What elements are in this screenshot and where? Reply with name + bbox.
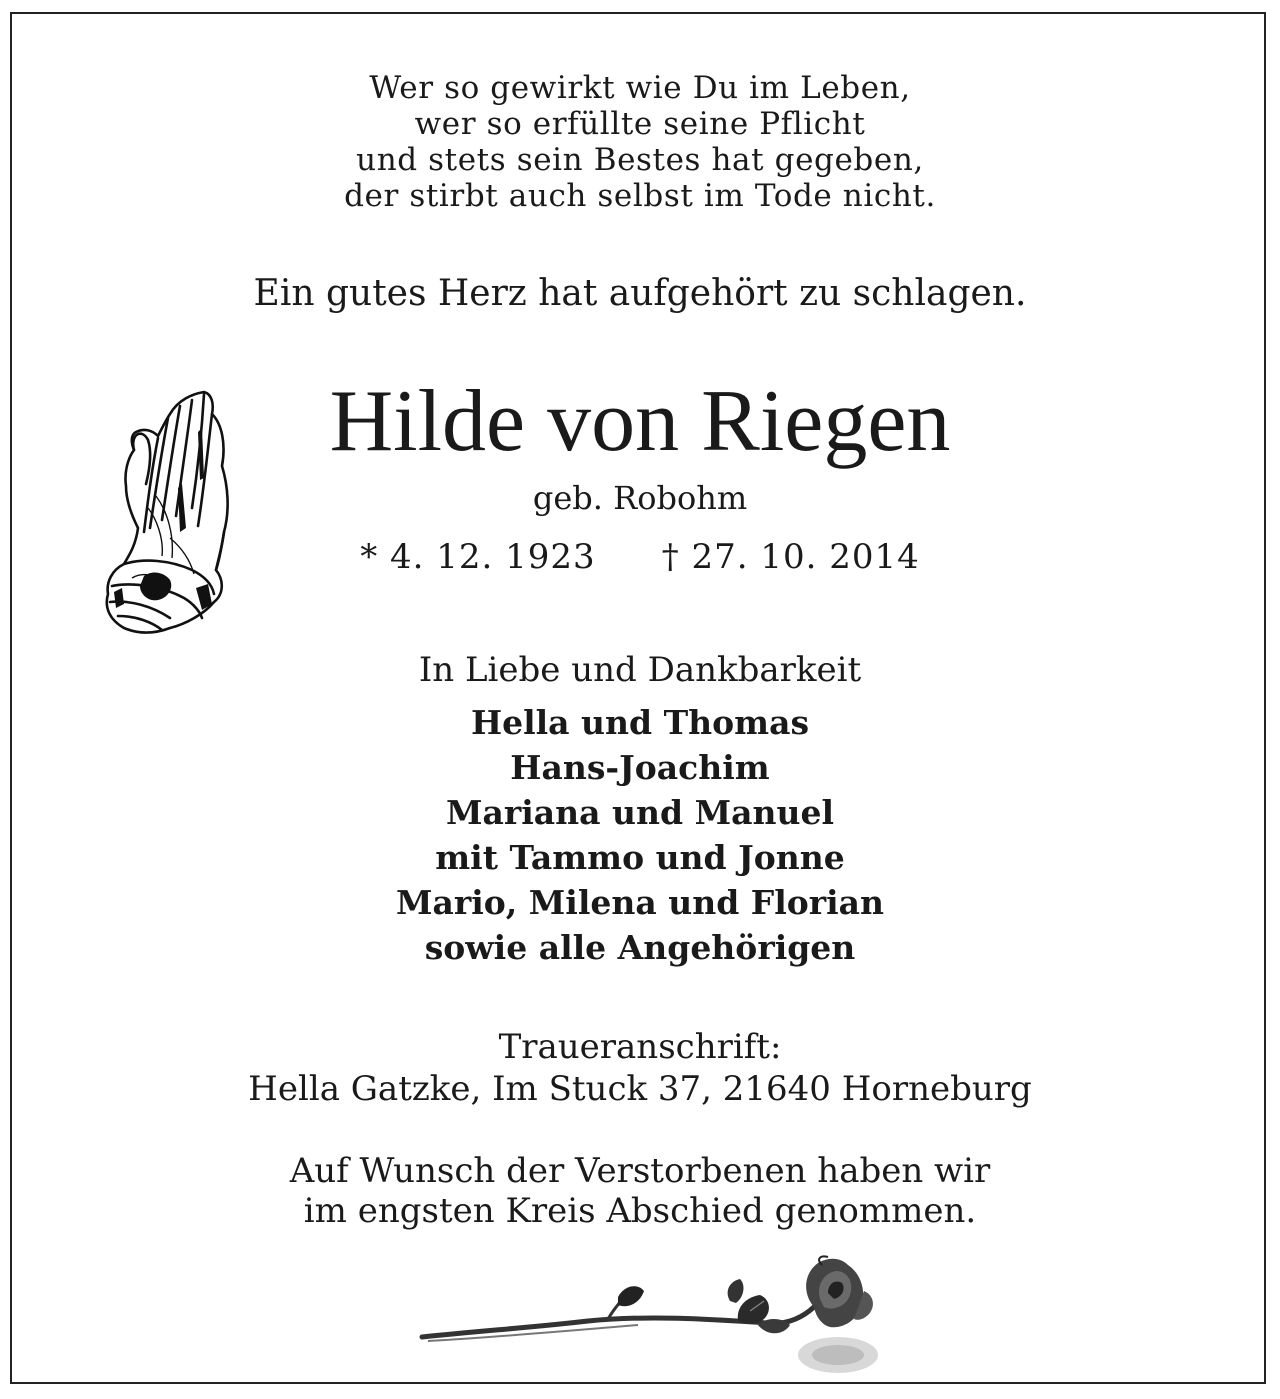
rose-icon [418,1255,888,1385]
mourning-address [0,1026,1280,1110]
maiden-name: geb. Robohm [532,479,748,517]
death-date: † 27. 10. 2014 [661,537,920,577]
poem-line: der stirbt auch selbst im Tode nicht. [344,178,936,214]
mourner-line: mit Tammo und Jonne [435,838,845,877]
closing-note [0,1151,1280,1231]
mourner-line: Hans-Joachim [510,748,770,787]
mourner-line: Mario, Milena und Florian [395,883,885,922]
mourner-line: sowie alle Angehörigen [424,928,856,967]
address-value: Hella Gatzke, Im Stuck 37, 21640 Horneburg [248,1069,1032,1109]
intro-text: Ein gutes Herz hat aufgehört zu schlagen. [253,273,1027,314]
life-dates [0,535,1280,579]
closing-line: Auf Wunsch der Verstorbenen haben wir [289,1151,991,1191]
poem-line: wer so erfüllte seine Pflicht [414,106,866,142]
mourners-list [0,700,1280,970]
deceased-name: Hilde von Riegen [329,373,951,470]
birth-date: * 4. 12. 1923 [360,537,596,577]
mourners-intro: In Liebe und Dankbarkeit [418,650,862,690]
closing-line: im engsten Kreis Abschied genommen. [303,1191,977,1231]
poem-line: Wer so gewirkt wie Du im Leben, [369,70,911,106]
poem-line: und stets sein Bestes hat gegeben, [356,142,924,178]
mourner-line: Mariana und Manuel [445,793,835,832]
mourner-line: Hella und Thomas [470,703,810,742]
address-label: Traueranschrift: [498,1027,782,1067]
poem [0,70,1280,214]
